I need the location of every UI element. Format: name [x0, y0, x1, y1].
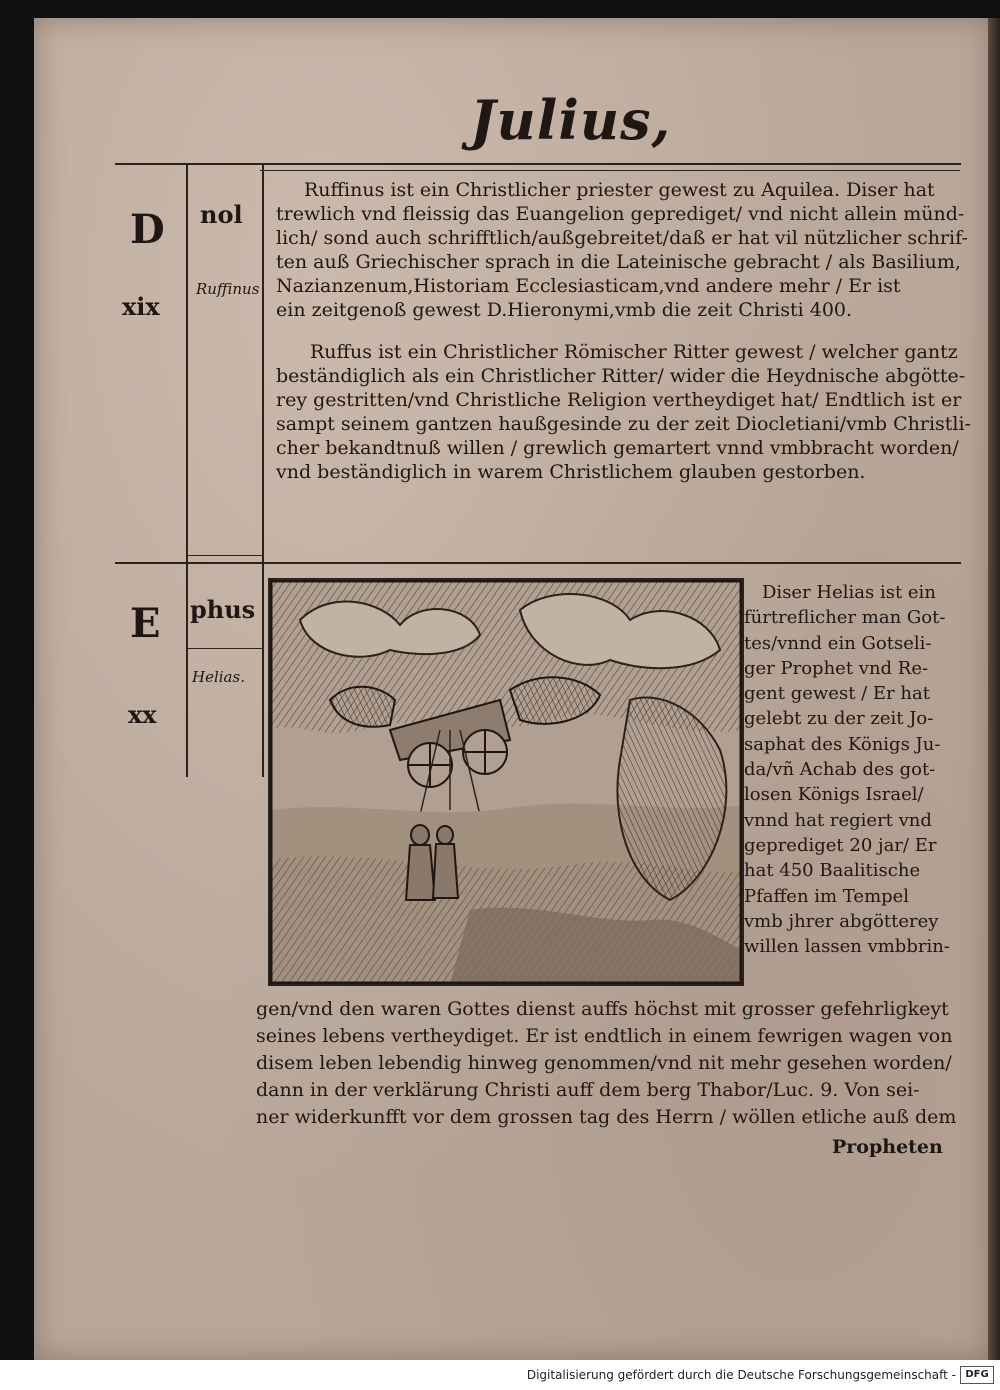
text-line: Ruffus ist ein Christlicher Römischer Ritter gewest / welcher gantz: [310, 341, 958, 363]
text-line: dann in der verklärung Christi auff dem berg Thabor/Luc. 9. Von sei-: [256, 1079, 920, 1101]
top-rule: [115, 163, 961, 165]
woodcut-illustration: [268, 578, 744, 986]
paragraph-ruffus: [276, 340, 971, 484]
text-line: cher bekandtnuß willen / grewlich gemartert vnnd vmbbracht worden/: [276, 437, 959, 459]
paragraph-helias-continued: [256, 996, 956, 1131]
dominical-letter-e: E: [130, 600, 161, 647]
text-line: vmb jhrer abgötterey: [744, 910, 939, 932]
text-line: seines lebens vertheydiget. Er ist endtlich in einem fewrigen wagen von: [256, 1025, 953, 1047]
text-line: gen/vnd den waren Gottes dienst auffs höchst mit grosser gefehrligkeyt: [256, 998, 949, 1020]
text-line: da/vñ Achab des got-: [744, 759, 936, 781]
text-line: tes/vnnd ein Gotseli-: [744, 632, 932, 654]
text-line: hat 450 Baalitische: [744, 860, 921, 882]
text-line: ner widerkunfft vor dem grossen tag des Herrn / wöllen etliche auß dem: [256, 1106, 957, 1128]
dominical-letter-d: D: [130, 206, 165, 253]
left-column-rule-lower: [186, 562, 188, 777]
day-numeral-xix: xix: [122, 292, 160, 321]
catchword: Propheten: [832, 1136, 943, 1158]
text-line: lich/ sond auch schrifftlich/außgebreitet/daß er hat vil nützlicher schrif-: [276, 227, 968, 249]
name-column-rule: [262, 163, 264, 563]
text-line: Ruffinus ist ein Christlicher priester gewest zu Aquilea. Diser hat: [304, 179, 935, 201]
lower-name-rule: [186, 648, 264, 649]
text-line: trewlich vnd fleissig das Euangelion geprediget/ vnd nicht allein münd-: [276, 203, 965, 225]
mid-rule: [115, 562, 961, 564]
left-column-rule: [186, 163, 188, 563]
text-line: gent gewest / Er hat: [744, 683, 930, 705]
text-line: ger Prophet vnd Re-: [744, 657, 929, 679]
text-line: saphat des Königs Ju-: [744, 733, 941, 755]
page-edge: [988, 18, 1000, 1360]
text-line: vnd beständiglich in warem Christlichem glauben gestorben.: [276, 461, 866, 483]
text-line: willen lassen vmbbrin-: [744, 936, 950, 958]
text-line: Diser Helias ist ein: [762, 582, 936, 603]
top-rule-thin: [260, 170, 960, 171]
text-line: beständiglich als ein Christlicher Ritter/ wider die Heydnische abgötte-: [276, 365, 966, 387]
text-line: Pfaffen im Tempel: [744, 885, 910, 907]
paragraph-ruffinus: [276, 178, 968, 322]
text-line: gelebt zu der zeit Jo-: [744, 708, 934, 730]
text-line: losen Königs Israel/: [744, 784, 924, 806]
syllable-nol: nol: [200, 200, 243, 229]
text-line: Nazianzenum,Historiam Ecclesiasticam,vnd andere mehr / Er ist: [276, 275, 901, 297]
dfg-logo: DFG: [960, 1366, 994, 1384]
text-line: ein zeitgenoß gewest D.Hieronymi,vmb die zeit Christi 400.: [276, 299, 853, 321]
paragraph-helias-side: [744, 580, 950, 959]
text-line: disem leben lebendig hinweg genommen/vnd nit mehr gesehen worden/: [256, 1052, 952, 1074]
page-title: Julius,: [470, 88, 672, 152]
digitization-footer: [0, 1360, 1000, 1390]
mid-rule-thin: [188, 555, 264, 556]
text-line: rey gestritten/vnd Christliche Religion vertheydiget hat/ Endtlich ist er: [276, 389, 962, 411]
text-line: ten auß Griechischer sprach in die Lateinische gebracht / als Basilium,: [276, 251, 961, 273]
text-line: geprediget 20 jar/ Er: [744, 834, 937, 856]
text-line: vnnd hat regiert vnd: [744, 809, 932, 831]
footer-text: Digitalisierung gefördert durch die Deutsche Forschungsgemeinschaft -: [526, 1368, 956, 1382]
marginal-name-ruffinus: Ruffinus: [196, 280, 260, 298]
marginal-name-helias: Helias.: [192, 668, 245, 686]
syllable-phus: phus: [190, 595, 256, 624]
day-numeral-xx: xx: [128, 700, 157, 729]
woodcut-image: [270, 580, 742, 984]
text-line: sampt seinem gantzen haußgesinde zu der zeit Diocletiani/vmb Christli-: [276, 413, 971, 435]
name-column-rule-lower: [262, 562, 264, 777]
text-line: fürtreflicher man Got-: [744, 607, 946, 629]
